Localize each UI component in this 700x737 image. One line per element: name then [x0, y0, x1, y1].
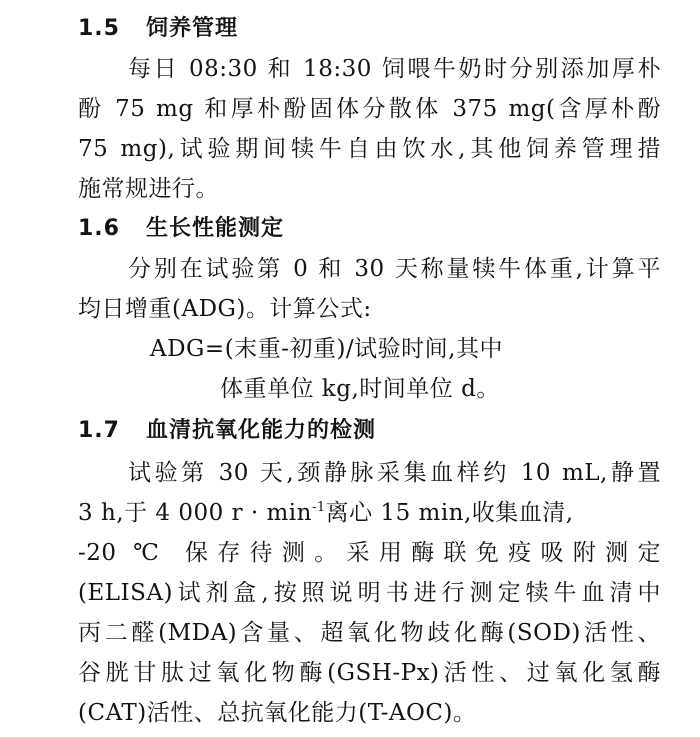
section-number: 1.5	[78, 16, 120, 41]
text-segment: 3 h,于 4 000 r · min	[78, 500, 312, 526]
superscript-exponent: -1	[311, 500, 326, 515]
formula-note-line: 体重单位 kg,时间单位 d。	[220, 376, 500, 402]
section-title: 饲养管理	[146, 16, 239, 41]
section-heading-1-6	[78, 212, 700, 246]
paragraph-line: 75 mg),试验期间犊牛自由饮水,其他饲养管理措	[78, 136, 661, 162]
paragraph-line-with-superscript	[78, 496, 661, 530]
formula-line: ADG=(末重-初重)/试验时间,其中	[150, 336, 503, 362]
section-number: 1.7	[78, 418, 120, 443]
paragraph-line: 谷胱甘肽过氧化物酶(GSH-Px)活性、过氧化氢酶	[78, 660, 661, 686]
paragraph-line: 均日增重(ADG)。计算公式:	[78, 296, 372, 322]
section-heading-1-5	[78, 12, 700, 46]
paragraph-line: (CAT)活性、总抗氧化能力(T-AOC)。	[78, 700, 477, 726]
paragraph-line: (ELISA)试剂盒,按照说明书进行测定犊牛血清中	[78, 580, 661, 606]
paragraph-line: 酚 75 mg 和厚朴酚固体分散体 375 mg(含厚朴酚	[78, 96, 661, 122]
paragraph-line: -20 ℃ 保存待测。采用酶联免疫吸附测定	[78, 540, 661, 566]
section-heading-1-7	[78, 414, 700, 448]
paragraph-line: 丙二醛(MDA)含量、超氧化物歧化酶(SOD)活性、	[78, 620, 661, 646]
section-title: 血清抗氧化能力的检测	[146, 418, 377, 443]
paragraph-line: 每日 08:30 和 18:30 饲喂牛奶时分别添加厚朴	[128, 56, 661, 82]
section-title: 生长性能测定	[146, 216, 285, 241]
paragraph-line: 试验第 30 天,颈静脉采集血样约 10 mL,静置	[128, 460, 661, 486]
paragraph-line: 分别在试验第 0 和 30 天称量犊牛体重,计算平	[128, 256, 661, 282]
text-segment: 离心 15 min,收集血清,	[325, 500, 574, 526]
paragraph-line: 施常规进行。	[78, 176, 219, 202]
section-number: 1.6	[78, 216, 120, 241]
